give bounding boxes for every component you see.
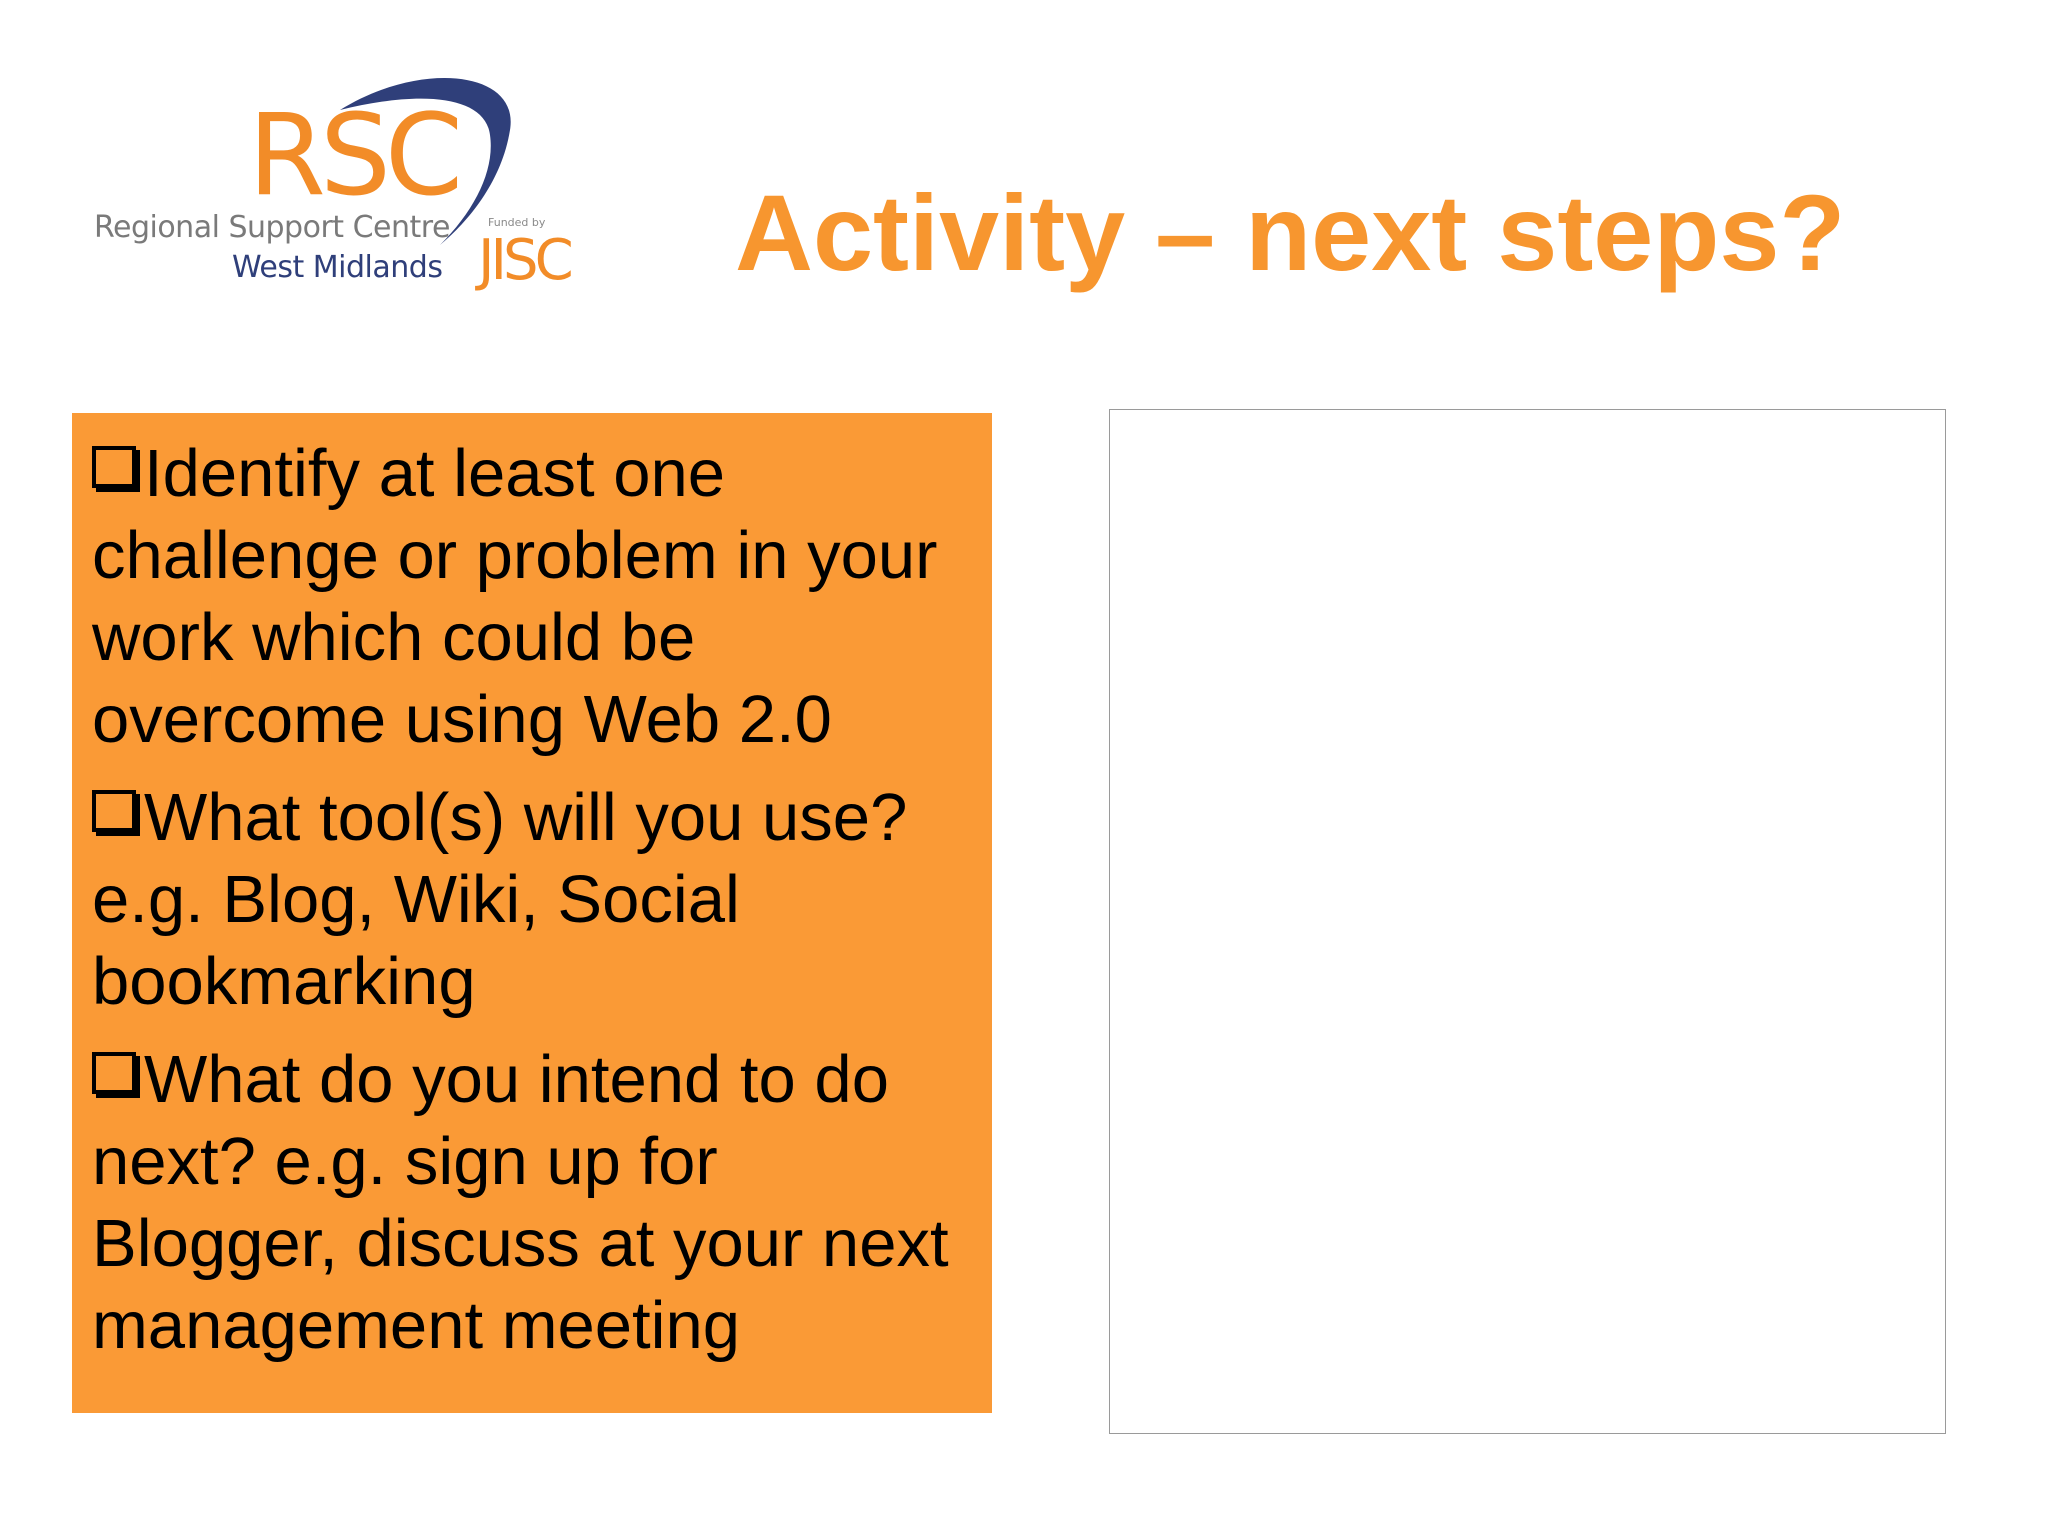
bullet-text: Identify at least one challenge or problem in your work which could be overcome using Web 2.0 <box>92 436 938 757</box>
bullet-item <box>92 1039 972 1367</box>
bullet-text: What do you intend to do next? e.g. sign up for Blogger, discuss at your next management meeting <box>92 1042 949 1363</box>
logo-rsc-text: RSC <box>248 91 458 221</box>
logo-jisc-text: JISC <box>478 228 570 293</box>
checkbox-icon <box>92 1052 136 1094</box>
bullet-item <box>92 777 972 1023</box>
checkbox-icon <box>92 446 136 488</box>
slide-title: Activity – next steps? <box>735 172 1846 293</box>
logo-line2: West Midlands <box>232 250 443 285</box>
image-placeholder-frame <box>1109 409 1946 1434</box>
bullet-box <box>72 413 992 1413</box>
bullet-item <box>92 433 972 761</box>
logo-funded-by: Funded by <box>488 216 546 229</box>
checkbox-icon <box>92 790 136 832</box>
logo-line1: Regional Support Centre <box>94 210 450 245</box>
bullet-text: What tool(s) will you use? e.g. Blog, Wiki, Social bookmarking <box>92 780 908 1019</box>
rsc-logo <box>90 70 590 300</box>
